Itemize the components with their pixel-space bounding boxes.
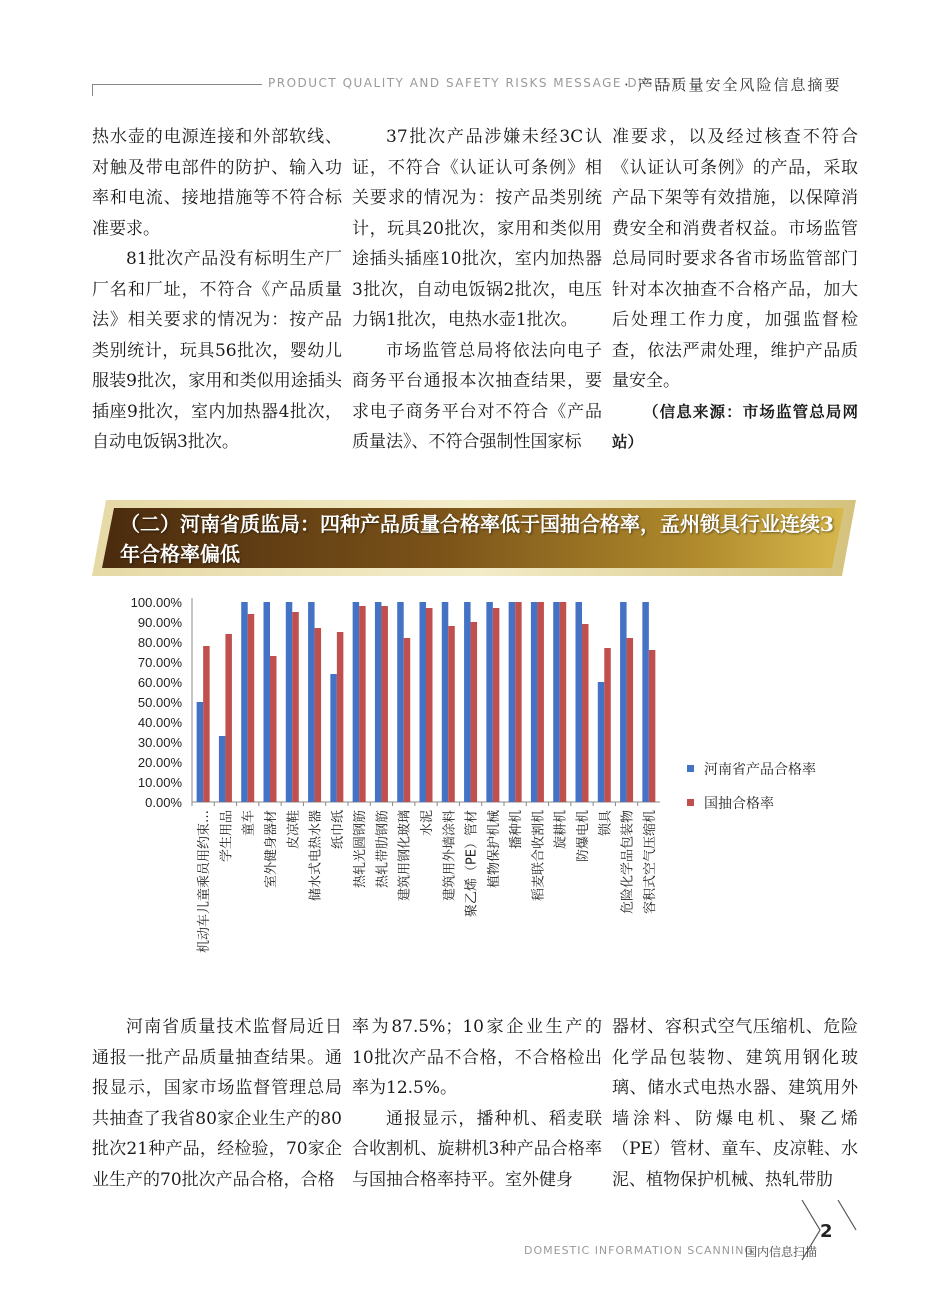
footer-chinese-title: 国内信息扫描 xyxy=(745,1245,818,1259)
x-tick-label: 旋耕机 xyxy=(553,810,569,850)
bar-henan xyxy=(553,602,560,802)
bar-henan xyxy=(375,602,382,802)
bar-national xyxy=(381,606,388,802)
paragraph: 热水壶的电源连接和外部软线、对触及带电部件的防护、输入功率和电流、接地措施等不符合标准要求。 xyxy=(92,127,342,239)
x-tick-label: 建筑用钢化玻璃 xyxy=(397,810,413,902)
bar-national xyxy=(337,632,344,802)
bar-henan xyxy=(241,602,248,802)
legend-swatch xyxy=(687,799,694,806)
x-tick-label: 危险化学品包装物 xyxy=(620,810,636,915)
x-tick-label: 聚乙烯（PE）管材 xyxy=(464,810,480,918)
bar-national xyxy=(649,650,656,802)
x-tick-label: 容积式空气压缩机 xyxy=(642,810,658,915)
bar-national xyxy=(448,626,455,802)
paragraph: 37批次产品涉嫌未经3C认证，不符合《认证认可条例》相关要求的情况为：按产品类别统计，玩具20批次，家用和类似用途插头插座10批次，室内加热器3批次，自动电饭锅2批次，电压力锅1批次，电热水壶1批次。 xyxy=(352,127,602,330)
x-tick-label: 皮凉鞋 xyxy=(286,810,302,850)
footer-english-title: DOMESTIC INFORMATION SCANNING xyxy=(524,1244,754,1257)
paragraph: 81批次产品没有标明生产厂厂名和厂址，不符合《产品质量法》相关要求的情况为：按产品类别统计，玩具56批次，婴幼儿服装9批次，家用和类似用途插头插座9批次，室内加热器4批次，自动电饭锅3批次。 xyxy=(92,249,342,452)
bar-national xyxy=(426,608,433,802)
bar-henan xyxy=(353,602,360,802)
bar-henan xyxy=(264,602,271,802)
x-tick-label: 建筑用外墙涂料 xyxy=(442,810,458,902)
bar-henan xyxy=(642,602,649,802)
paragraph: 率为87.5%；10家企业生产的10批次产品不合格，不合格检出率为12.5%。 xyxy=(352,1017,602,1098)
bar-national xyxy=(560,602,567,802)
paragraph: 器材、容积式空气压缩机、危险化学品包装物、建筑用钢化玻璃、储水式电热水器、建筑用外墙涂料、防爆电机、聚乙烯（PE）管材、童车、皮凉鞋、水泥、植物保护机械、热轧带肋 xyxy=(612,1017,858,1190)
bar-national xyxy=(493,608,500,802)
bottom-column-2 xyxy=(352,1012,602,1195)
x-tick-label: 稻麦联合收割机 xyxy=(531,810,547,902)
paragraph: 通报显示，播种机、稻麦联合收割机、旋耕机3种产品合格率与国抽合格率持平。室外健身 xyxy=(352,1108,602,1190)
legend-label: 河南省产品合格率 xyxy=(704,762,816,778)
bar-national xyxy=(315,628,322,802)
paragraph: 准要求，以及经过核查不符合《认证认可条例》的产品，采取产品下架等有效措施，以保障消费安全和消费者权益。市场监管总局同时要求各省市场监管部门针对本次抽查不合格产品，加大后处理工作力度，加强监督检查，依法严肃处理，维护产品质量安全。 xyxy=(612,127,858,391)
x-tick-label: 播种机 xyxy=(509,810,525,850)
bar-national xyxy=(404,638,411,802)
x-tick-label: 童车 xyxy=(241,810,257,837)
y-tick-label: 50.00% xyxy=(137,695,182,710)
y-tick-label: 70.00% xyxy=(137,655,182,670)
bar-national xyxy=(248,614,255,802)
bottom-column-3 xyxy=(612,1012,858,1195)
top-column-3 xyxy=(612,122,858,458)
y-tick-label: 0.00% xyxy=(145,795,182,810)
paragraph: 河南省质量技术监督局近日通报一批产品质量抽查结果。通报显示，国家市场监督管理总局共抽查了我省80家企业生产的80批次21种产品，经检验，70家企业生产的70批次产品合格，合格 xyxy=(92,1017,342,1190)
top-column-1 xyxy=(92,122,342,458)
bar-national xyxy=(270,656,277,802)
x-tick-label: 热轧带肋钢筋 xyxy=(375,810,391,889)
bar-national xyxy=(537,602,544,802)
bar-henan xyxy=(442,602,449,802)
bar-henan xyxy=(531,602,538,802)
y-tick-label: 100.00% xyxy=(130,595,182,610)
y-tick-label: 90.00% xyxy=(137,615,182,630)
y-tick-label: 60.00% xyxy=(137,675,182,690)
bar-henan xyxy=(197,702,204,802)
legend-swatch xyxy=(687,765,694,772)
x-tick-label: 储水式电热水器 xyxy=(308,810,324,902)
page-number: 2 xyxy=(820,1221,833,1242)
y-tick-label: 80.00% xyxy=(137,635,182,650)
bar-national xyxy=(582,624,589,802)
x-tick-label: 植物保护机械 xyxy=(486,810,502,889)
bar-henan xyxy=(330,674,337,802)
bar-national xyxy=(604,648,611,802)
bar-national xyxy=(292,612,299,802)
x-tick-label: 纸巾纸 xyxy=(330,810,346,850)
x-tick-label: 学生用品 xyxy=(219,810,235,863)
bar-henan xyxy=(620,602,627,802)
x-tick-label: 锁具 xyxy=(598,810,614,837)
bar-chart xyxy=(100,584,860,1004)
bar-henan xyxy=(286,602,293,802)
bar-national xyxy=(471,622,478,802)
bar-national xyxy=(203,646,210,802)
header-rule xyxy=(92,84,262,85)
bar-henan xyxy=(486,602,493,802)
paragraph: 市场监管总局将依法向电子商务平台通报本次抽查结果，要求电子商务平台对不符合《产品质量法》、不符合强制性国家标 xyxy=(352,340,602,452)
x-tick-label: 室外健身器材 xyxy=(264,810,279,889)
bar-national xyxy=(627,638,634,802)
bottom-column-1 xyxy=(92,1012,342,1195)
header-bracket xyxy=(92,84,99,96)
bar-henan xyxy=(308,602,315,802)
section-title: （二）河南省质监局：四种产品质量合格率低于国抽合格率，孟州锁具行业连续3年合格率偏低 xyxy=(120,512,834,566)
source-note: （信息来源：市场监管总局网站） xyxy=(612,402,858,451)
bar-national xyxy=(515,602,522,802)
header-chinese-title: · 产品质量安全风险信息摘要 xyxy=(624,76,842,94)
bar-henan xyxy=(576,602,583,802)
bar-henan xyxy=(219,736,226,802)
y-tick-label: 30.00% xyxy=(137,735,182,750)
bar-henan xyxy=(509,602,515,802)
bar-henan xyxy=(420,602,427,802)
y-tick-label: 20.00% xyxy=(137,755,182,770)
x-tick-label: 机动车儿童乘员用约束… xyxy=(197,810,213,954)
y-tick-label: 10.00% xyxy=(137,775,182,790)
top-column-2 xyxy=(352,122,602,458)
bar-national xyxy=(225,634,232,802)
bar-henan xyxy=(397,602,404,802)
x-tick-label: 防爆电机 xyxy=(576,810,591,863)
bar-henan xyxy=(464,602,471,802)
legend-label: 国抽合格率 xyxy=(704,796,774,812)
bar-henan xyxy=(598,682,605,802)
x-tick-label: 水泥 xyxy=(420,810,435,837)
bar-national xyxy=(359,606,366,802)
y-tick-label: 40.00% xyxy=(137,715,182,730)
x-tick-label: 热轧光圆钢筋 xyxy=(353,810,369,889)
header-english-title: PRODUCT QUALITY AND SAFETY RISKS MESSAGE DIGEST xyxy=(268,76,681,90)
